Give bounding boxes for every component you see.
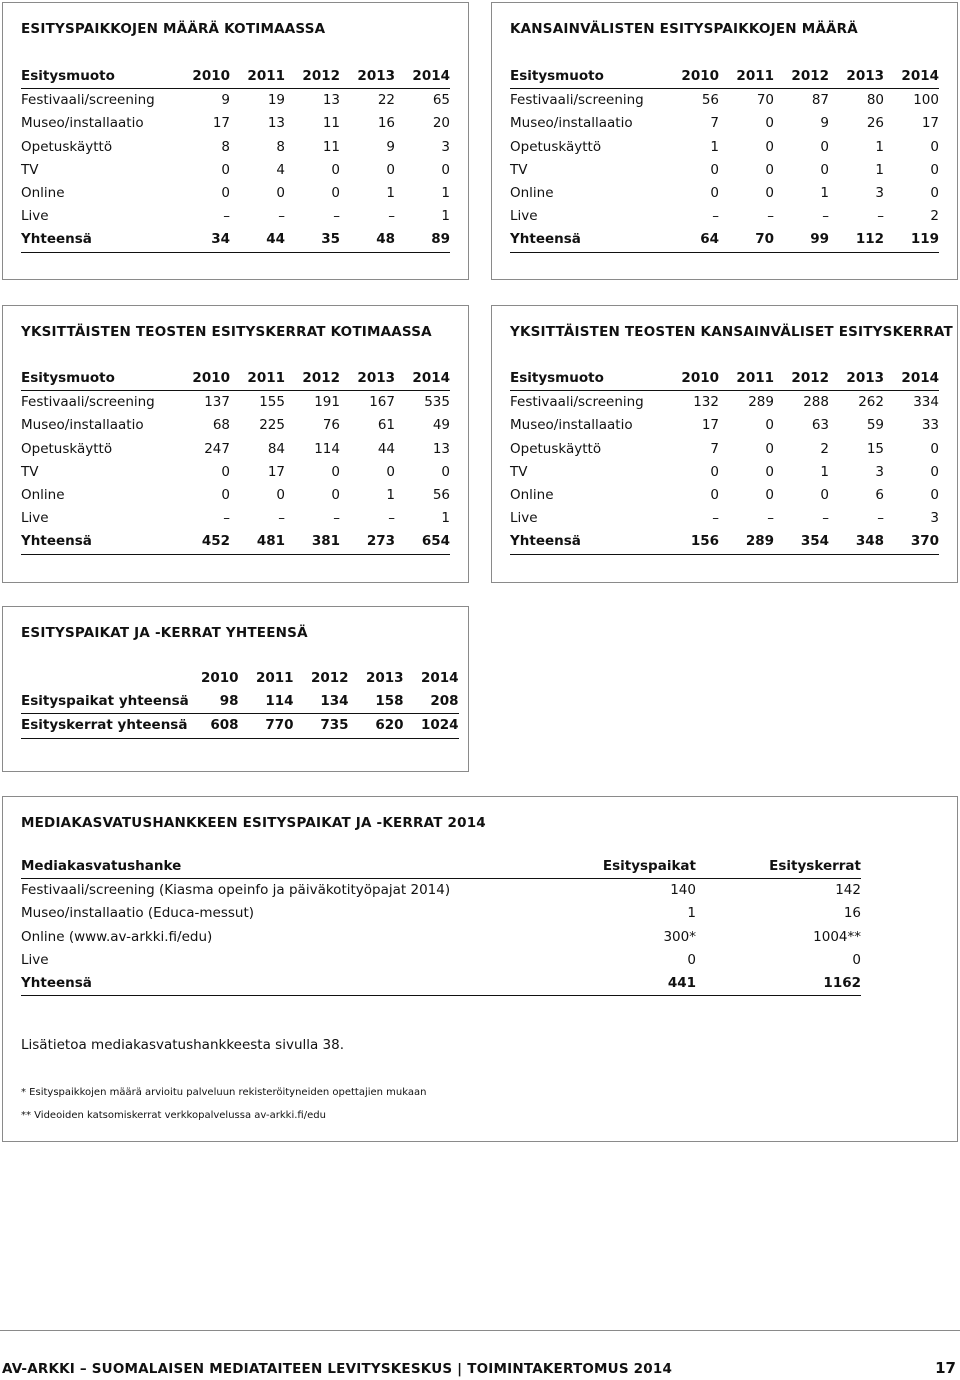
cell-value: 0 [331,487,340,504]
table-row [21,182,450,205]
column-header-year: 2010 [678,65,719,89]
total-value: 381 [285,530,340,554]
column-header-label: Esitysmuoto [510,65,678,89]
column-header-year: 2014 [884,367,939,391]
table-row [510,484,939,507]
cell-value: 158 [349,690,404,714]
row-label: Esityskerrat yhteensä [21,714,201,738]
cell-value: 9 [386,138,395,155]
cell-value: 87 [811,92,829,109]
cell-value: 8 [276,138,285,155]
cell-value: 44 [377,440,395,457]
cell-value: 1 [820,185,829,202]
total-label: Yhteensä [510,530,678,554]
total-value: 34 [189,228,230,252]
cell-value: 247 [204,440,230,457]
section-title: ESITYSPAIKAT JA -KERRAT YHTEENSÄ [21,625,308,641]
cell-value: 0 [930,185,939,202]
cell-value: – [333,208,340,225]
cell-value: 0 [820,138,829,155]
header-row [510,65,939,89]
cell-value: 0 [331,161,340,178]
cell-value: – [822,208,829,225]
column-header-year: 2012 [285,367,340,391]
cell-value: 0 [930,440,939,457]
cell-value: 1004** [813,928,861,945]
cell-value: 0 [276,185,285,202]
footnote-2: ** Videoiden katsomiskerrat verkkopalvelussa av-arkki.fi/edu [21,1110,326,1121]
international-screenings-table [510,367,939,555]
cell-value: – [712,510,719,527]
cell-value: 15 [866,440,884,457]
cell-value: 0 [331,185,340,202]
row-label: Museo/installaatio [510,417,633,434]
column-header-year: 2012 [774,65,829,89]
cell-value: – [388,208,395,225]
cell-value: 61 [377,417,395,434]
cell-value: 16 [377,115,395,132]
row-label: Museo/installaatio (Educa-messut) [21,905,255,922]
cell-value: – [333,510,340,527]
cell-value: 535 [424,394,450,411]
column-header-year: 2014 [395,367,450,391]
cell-value: 0 [710,463,719,480]
cell-value: 84 [267,440,285,457]
total-value: 654 [395,530,450,554]
column-header-label: Esitysmuoto [21,367,189,391]
table-row [510,112,939,135]
total-row [510,530,939,554]
row-label: Festivaali/screening [21,394,155,411]
table-row [510,205,939,228]
total-value: 273 [340,530,395,554]
cell-value: 735 [294,714,349,738]
cell-value: 770 [239,714,294,738]
total-value: 441 [581,972,696,996]
cell-value: 0 [221,161,230,178]
column-header-label: Esitysmuoto [510,367,678,391]
row-label: Live [21,510,49,527]
cell-value: 17 [212,115,230,132]
cell-value: 17 [701,417,719,434]
cell-value: 225 [259,417,285,434]
column-header-year: 2010 [189,367,230,391]
cell-value: 65 [432,92,450,109]
cell-value: 98 [201,690,239,714]
column-header-year: 2011 [719,65,774,89]
row-label: Museo/installaatio [21,115,144,132]
cell-value: 3 [875,463,884,480]
cell-value: 2 [930,208,939,225]
domestic-venues-table [21,65,450,253]
total-value: 452 [189,530,230,554]
column-header-screenings: Esityskerrat [696,855,861,879]
total-value: 348 [829,530,884,554]
cell-value: 3 [930,510,939,527]
cell-value: 0 [221,487,230,504]
row-label: Opetuskäyttö [21,138,113,155]
table-row [21,159,450,182]
footnote-1: * Esityspaikkojen määrä arvioitu palveluun rekisteröityneiden opettajien mukaan [21,1087,427,1098]
total-value: 64 [678,228,719,252]
total-value: 89 [395,228,450,252]
column-header-year: 2012 [285,65,340,89]
cell-value: 0 [221,463,230,480]
table-row [21,484,450,507]
cell-value: 2 [820,440,829,457]
cell-value: 0 [765,115,774,132]
cell-value: 132 [693,394,719,411]
section-title: MEDIAKASVATUSHANKKEEN ESITYSPAIKAT JA -KERRAT 2014 [21,815,486,831]
table-row [21,112,450,135]
page-number: 17 [935,1359,956,1377]
cell-value: 22 [377,92,395,109]
cell-value: 11 [322,138,340,155]
total-value: 481 [230,530,285,554]
cell-value: 0 [710,487,719,504]
cell-value: 11 [322,115,340,132]
table-row [510,391,939,415]
table-row [510,89,939,113]
cell-value: 0 [930,487,939,504]
total-value: 1162 [696,972,861,996]
international-venues-box [491,2,958,280]
column-header-year: 2011 [719,367,774,391]
column-header-label: Esitysmuoto [21,65,189,89]
cell-value: 0 [930,161,939,178]
cell-value: 262 [858,394,884,411]
cell-value: 114 [239,690,294,714]
cell-value: – [278,208,285,225]
table-row [21,391,450,415]
cell-value: 56 [432,487,450,504]
cell-value: 0 [765,463,774,480]
cell-value: 0 [710,161,719,178]
row-label: Opetuskäyttö [510,138,602,155]
cell-value: 9 [820,115,829,132]
row-label: Online [510,185,554,202]
row-label: TV [510,463,528,480]
table-row [510,159,939,182]
cell-value: 0 [765,487,774,504]
row-label: Online [510,487,554,504]
row-label: Festivaali/screening [510,92,644,109]
row-label: Festivaali/screening [510,394,644,411]
column-header-year: 2011 [230,367,285,391]
column-header-venues: Esityspaikat [581,855,696,879]
cell-value: 0 [820,161,829,178]
cell-value: – [712,208,719,225]
table-row [21,879,861,903]
row-label: TV [21,161,39,178]
total-label: Yhteensä [21,228,189,252]
table-row [21,136,450,159]
row-label: Online [21,487,65,504]
international-venues-table [510,65,939,253]
cell-value: 0 [765,161,774,178]
table-row [510,136,939,159]
cell-value: – [278,510,285,527]
cell-value: 56 [701,92,719,109]
footer-divider [0,1330,960,1331]
cell-value: 26 [866,115,884,132]
cell-value: 191 [314,394,340,411]
cell-value: – [223,208,230,225]
cell-value: 0 [221,185,230,202]
total-row [21,228,450,252]
cell-value: 13 [432,440,450,457]
table-row [21,714,459,738]
cell-value: – [822,510,829,527]
column-header-year: 2010 [189,65,230,89]
cell-value: 3 [875,185,884,202]
row-label: Live [21,951,49,968]
total-row [510,228,939,252]
cell-value: 80 [866,92,884,109]
table-row [21,414,450,437]
column-header-year: 2012 [774,367,829,391]
cell-value: 63 [811,417,829,434]
table-row [510,182,939,205]
row-label: Esityspaikat yhteensä [21,690,201,714]
table-row [510,507,939,530]
total-row [21,972,861,996]
cell-value: 1 [820,463,829,480]
header-row [510,367,939,391]
cell-value: 1 [687,905,696,922]
domestic-venues-box [2,2,469,280]
column-header-year: 2011 [230,65,285,89]
cell-value: 0 [765,185,774,202]
cell-value: 59 [866,417,884,434]
cell-value: 100 [913,92,939,109]
row-label: Online (www.av-arkki.fi/edu) [21,928,213,945]
totals-box [2,606,469,772]
cell-value: 0 [852,951,861,968]
column-header-year: 2013 [829,367,884,391]
cell-value: 16 [843,905,861,922]
column-header-year: 2011 [256,670,294,686]
total-value: 119 [884,228,939,252]
cell-value: 0 [765,440,774,457]
table-row [21,926,861,949]
column-header-year: 2014 [395,65,450,89]
section-title: KANSAINVÄLISTEN ESITYSPAIKKOJEN MÄÄRÄ [510,21,858,37]
cell-value: 8 [221,138,230,155]
total-value: 354 [774,530,829,554]
total-value: 35 [285,228,340,252]
cell-value: 1 [441,185,450,202]
cell-value: 114 [314,440,340,457]
media-education-box [2,796,958,1142]
cell-value: 17 [267,463,285,480]
cell-value: 19 [267,92,285,109]
cell-value: 4 [276,161,285,178]
total-label: Yhteensä [510,228,678,252]
footer-text: AV-ARKKI – SUOMALAISEN MEDIATAITEEN LEVITYSKESKUS | TOIMINTAKERTOMUS 2014 [2,1361,673,1377]
header-row [21,855,861,879]
domestic-screenings-box [2,305,469,583]
table-row [21,949,861,972]
cell-value: 1 [875,138,884,155]
table-row [21,690,459,714]
column-header-year: 2013 [340,65,395,89]
cell-value: – [767,208,774,225]
cell-value: 0 [386,463,395,480]
cell-value: – [877,510,884,527]
row-label: Opetuskäyttö [21,440,113,457]
cell-value: 0 [276,487,285,504]
cell-value: 68 [212,417,230,434]
cell-value: 1 [441,510,450,527]
cell-value: – [223,510,230,527]
cell-value: 334 [913,394,939,411]
column-header-empty [21,667,201,690]
header-row [21,65,450,89]
cell-value: 208 [404,690,459,714]
table-row [21,205,450,228]
column-header-year: 2010 [678,367,719,391]
row-label: TV [510,161,528,178]
cell-value: 1 [386,185,395,202]
cell-value: – [767,510,774,527]
table-row [21,438,450,461]
cell-value: 1 [386,487,395,504]
header-row [21,667,459,690]
cell-value: 1 [441,208,450,225]
row-label: Online [21,185,65,202]
column-header-year: 2014 [884,65,939,89]
row-label: Live [21,208,49,225]
cell-value: 608 [201,714,239,738]
cell-value: 0 [765,417,774,434]
cell-value: 70 [756,92,774,109]
cell-value: 6 [875,487,884,504]
cell-value: 0 [710,185,719,202]
totals-table [21,667,459,739]
cell-value: – [388,510,395,527]
table-row [21,902,861,925]
total-value: 99 [774,228,829,252]
table-row [510,461,939,484]
column-header-year: 2010 [201,670,239,686]
section-title: ESITYSPAIKKOJEN MÄÄRÄ KOTIMAASSA [21,21,326,37]
cell-value: 288 [803,394,829,411]
column-header-year: 2014 [421,670,459,686]
cell-value: 155 [259,394,285,411]
cell-value: 1024 [404,714,459,738]
column-header-year: 2013 [340,367,395,391]
cell-value: 7 [710,440,719,457]
table-row [21,507,450,530]
total-value: 70 [719,228,774,252]
info-note: Lisätietoa mediakasvatushankkeesta sivulla 38. [21,1037,345,1053]
cell-value: 0 [441,161,450,178]
table-row [510,438,939,461]
table-row [510,414,939,437]
column-header-year: 2013 [366,670,404,686]
row-label: Festivaali/screening (Kiasma opeinfo ja päiväkotityöpajat 2014) [21,882,451,899]
cell-value: 0 [331,463,340,480]
row-label: Museo/installaatio [510,115,633,132]
row-label: Festivaali/screening [21,92,155,109]
total-value: 44 [230,228,285,252]
cell-value: 0 [687,951,696,968]
cell-value: 7 [710,115,719,132]
cell-value: – [877,208,884,225]
column-header-year: 2013 [829,65,884,89]
total-value: 370 [884,530,939,554]
domestic-screenings-table [21,367,450,555]
cell-value: 140 [670,882,696,899]
row-label: Museo/installaatio [21,417,144,434]
total-label: Yhteensä [21,972,581,996]
row-label: Live [510,208,538,225]
row-label: Opetuskäyttö [510,440,602,457]
total-row [21,530,450,554]
cell-value: 134 [294,690,349,714]
cell-value: 9 [221,92,230,109]
cell-value: 1 [875,161,884,178]
cell-value: 20 [432,115,450,132]
cell-value: 33 [921,417,939,434]
column-header-year: 2012 [311,670,349,686]
total-value: 48 [340,228,395,252]
total-value: 156 [678,530,719,554]
cell-value: 3 [441,138,450,155]
total-value: 112 [829,228,884,252]
row-label: TV [21,463,39,480]
section-title: YKSITTÄISTEN TEOSTEN KANSAINVÄLISET ESITYSKERRAT [510,324,953,340]
cell-value: 300* [663,928,696,945]
total-value: 289 [719,530,774,554]
column-header-project: Mediakasvatushanke [21,855,581,879]
cell-value: 76 [322,417,340,434]
cell-value: 289 [748,394,774,411]
header-row [21,367,450,391]
cell-value: 0 [820,487,829,504]
international-screenings-box [491,305,958,583]
cell-value: 13 [267,115,285,132]
media-education-table [21,855,861,996]
cell-value: 13 [322,92,340,109]
total-label: Yhteensä [21,530,189,554]
table-row [21,89,450,113]
cell-value: 137 [204,394,230,411]
section-title: YKSITTÄISTEN TEOSTEN ESITYSKERRAT KOTIMAASSA [21,324,432,340]
table-row [21,461,450,484]
cell-value: 620 [349,714,404,738]
cell-value: 0 [386,161,395,178]
cell-value: 17 [921,115,939,132]
cell-value: 142 [835,882,861,899]
cell-value: 167 [369,394,395,411]
cell-value: 1 [710,138,719,155]
cell-value: 0 [765,138,774,155]
row-label: Live [510,510,538,527]
cell-value: 49 [432,417,450,434]
cell-value: 0 [930,463,939,480]
cell-value: 0 [441,463,450,480]
cell-value: 0 [930,138,939,155]
